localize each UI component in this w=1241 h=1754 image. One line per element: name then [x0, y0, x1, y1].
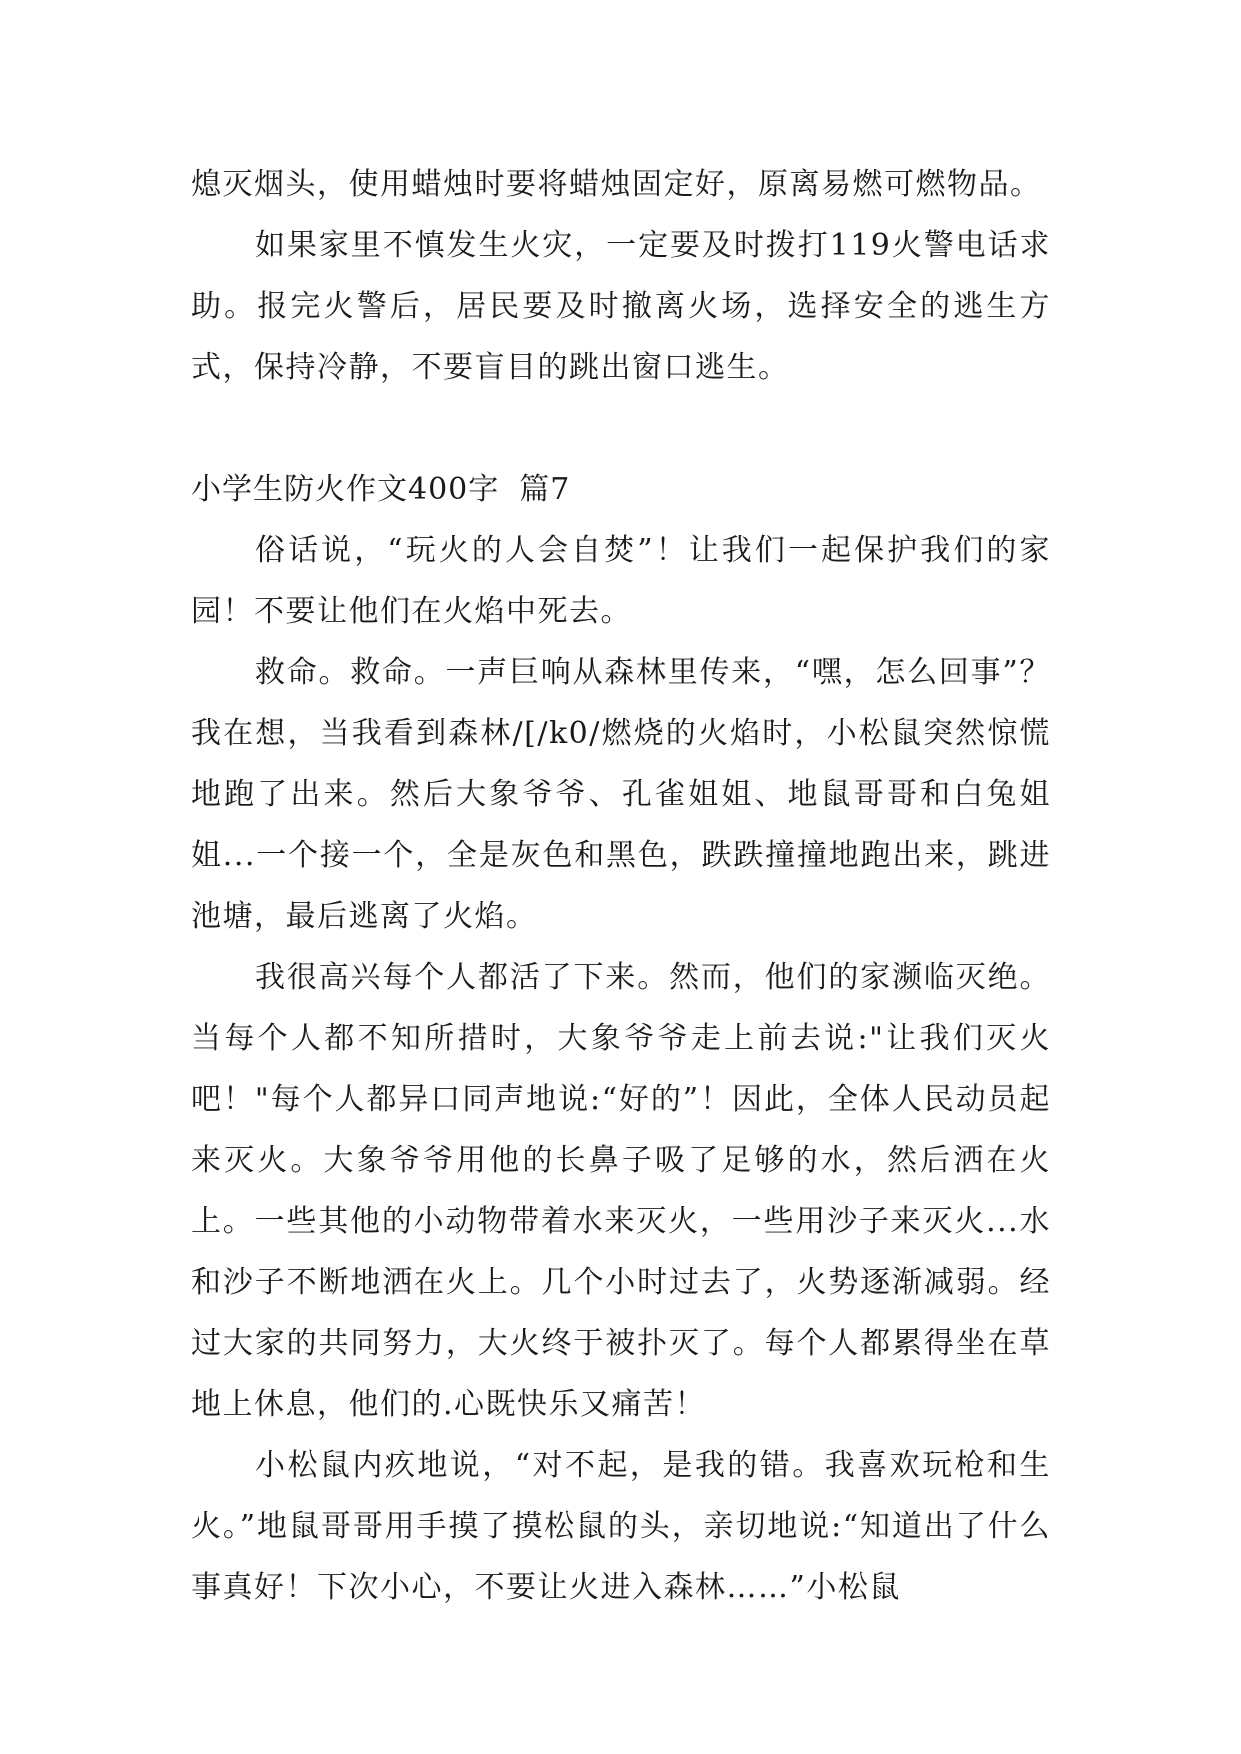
section-number: 篇7	[519, 472, 571, 507]
section-title: 小学生防火作文400字	[191, 472, 500, 507]
document-body	[191, 154, 1051, 1618]
section-heading	[191, 459, 1051, 520]
paragraph-squirrel-apology: 小松鼠内疚地说，“对不起，是我的错。我喜欢玩枪和生火。”地鼠哥哥用手摸了摸松鼠的头，亲切地说:“知道出了什么事真好！下次小心，不要让火进入森林……”小松鼠	[191, 1448, 1051, 1605]
paragraph-fire-safety-tips: 熄灭烟头，使用蜡烛时要将蜡烛固定好，原离易燃可燃物品。	[191, 167, 1042, 202]
paragraph-putting-out-fire: 我很高兴每个人都活了下来。然而，他们的家濒临灭绝。当每个人都不知所措时，大象爷爷走上前去说:"让我们灭火吧！"每个人都异口同声地说:“好的”！因此，全体人民动员起来灭火。大象爷爷用他的长鼻子吸了足够的水，然后洒在火上。一些其他的小动物带着水来灭火，一些用沙子来灭火...水和沙子不断地洒在火上。几个小时过去了，火势逐渐减弱。经过大家的共同努力，大火终于被扑灭了。每个人都累得坐在草地上休息，他们的.心既快乐又痛苦！	[191, 960, 1051, 1422]
paragraph-fire-emergency: 如果家里不慎发生火灾，一定要及时拨打119火警电话求助。报完火警后，居民要及时撤离火场，选择安全的逃生方式，保持冷静，不要盲目的跳出窗口逃生。	[191, 228, 1051, 385]
paragraph-forest-fire: 救命。救命。一声巨响从森林里传来，“嘿，怎么回事”？我在想，当我看到森林/[/k0/燃烧的火焰时，小松鼠突然惊慌地跑了出来。然后大象爷爷、孔雀姐姐、地鼠哥哥和白兔姐姐...一个接一个，全是灰色和黑色，跌跌撞撞地跑出来，跳进池塘，最后逃离了火焰。	[191, 655, 1051, 934]
paragraph-proverb: 俗话说，“玩火的人会自焚”！让我们一起保护我们的家园！不要让他们在火焰中死去。	[191, 533, 1051, 629]
